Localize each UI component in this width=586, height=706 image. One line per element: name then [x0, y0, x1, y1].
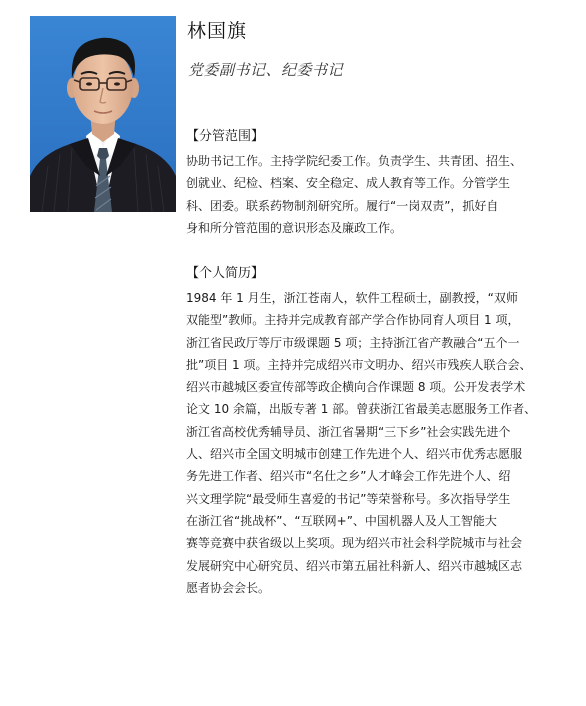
- resume-line: 在浙江省“挑战杯”、“互联网+”、中国机器人及人工智能大: [186, 513, 497, 528]
- resume-text: [186, 287, 546, 599]
- duty-line: 协助书记工作。主持学院纪委工作。负责学生、共青团、招生、: [186, 154, 523, 168]
- person-title: 党委副书记、纪委书记: [188, 61, 344, 79]
- profile-photo: [30, 16, 176, 212]
- resume-line: 绍兴市越城区委宣传部等政企横向合作课题 8 项。公开发表学术: [186, 380, 526, 395]
- resume-line: 愿者协会会长。: [186, 580, 271, 595]
- resume-line: 务先进工作者、绍兴市“名仕之乡”人才峰会工作先进个人、绍: [186, 469, 511, 484]
- duty-section: [186, 127, 546, 239]
- resume-line: 人、绍兴市全国文明城市创建工作先进个人、绍兴市优秀志愿服: [186, 447, 523, 462]
- person-name: 林国旗: [187, 20, 248, 42]
- resume-line: 双能型”教师。主持并完成教育部产学合作协同育人项目 1 项，: [186, 313, 520, 328]
- duty-heading: 【分管范围】: [186, 129, 265, 144]
- duty-line: 身和所分管范围的意识形态及廉政工作。: [186, 220, 403, 235]
- resume-line: 批”项目 1 项。主持并完成绍兴市文明办、绍兴市残疾人联合会、: [186, 357, 532, 372]
- resume-line: 1984 年 1 月生，浙江苍南人，软件工程硕士，副教授，“双师: [186, 291, 518, 305]
- resume-line: 浙江省民政厅等厅市级课题 5 项；主持浙江省产教融合“五个一: [186, 335, 520, 350]
- resume-line: 赛等竞赛中获省级以上奖项。现为绍兴市社会科学院城市与社会: [186, 536, 523, 551]
- resume-line: 论文 10 余篇，出版专著 1 部。曾获浙江省最美志愿服务工作者、: [186, 402, 537, 417]
- resume-section: [186, 264, 546, 599]
- resume-line: 兴文理学院“最受师生喜爱的书记”等荣誉称号。多次指导学生: [186, 491, 511, 506]
- resume-line: 浙江省高校优秀辅导员、浙江省暑期“三下乡”社会实践先进个: [186, 424, 511, 439]
- duty-line: 科、团委。联系药物制剂研究所。履行“一岗双责”，抓好自: [186, 198, 499, 213]
- resume-heading: 【个人简历】: [186, 266, 265, 281]
- duty-line: 创就业、纪检、档案、安全稳定、成人教育等工作。分管学生: [186, 176, 511, 191]
- duty-text: [186, 150, 546, 239]
- resume-line: 发展研究中心研究员、绍兴市第五届社科新人、绍兴市越城区志: [186, 558, 523, 573]
